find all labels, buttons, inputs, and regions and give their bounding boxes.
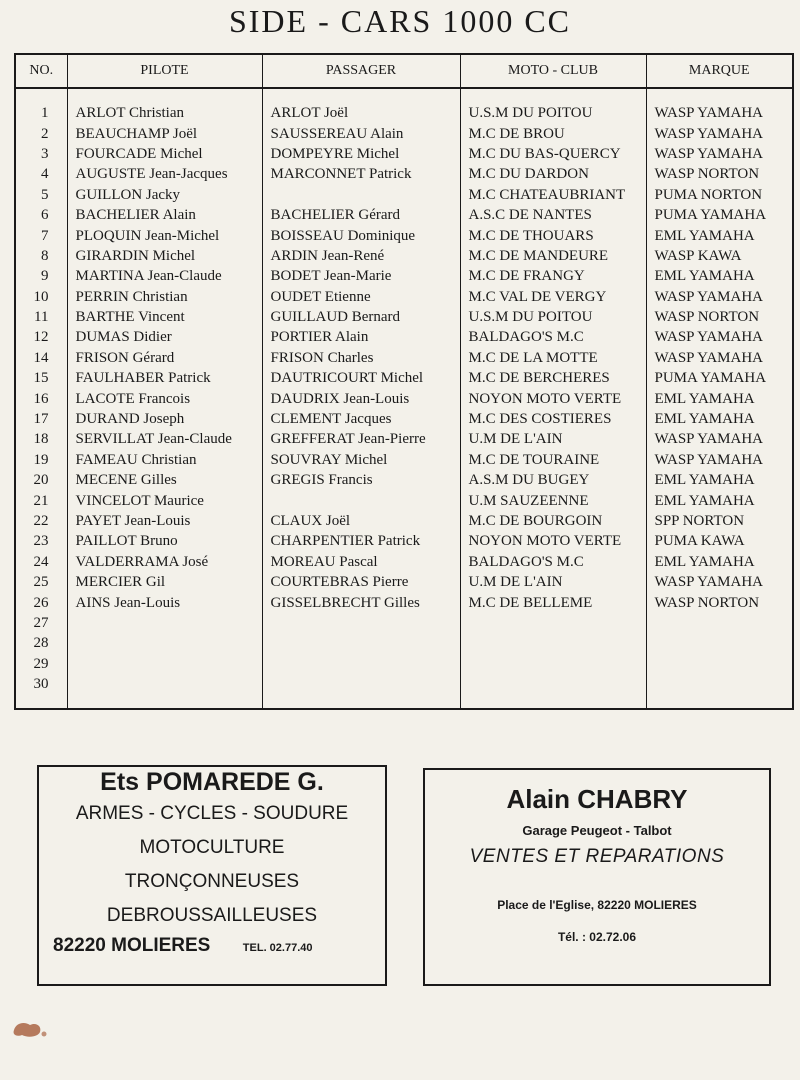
cell-moto-club: U.M DE L'AIN: [460, 572, 646, 592]
cell-marque: EML YAMAHA: [646, 388, 793, 408]
cell-passager: FRISON Charles: [262, 348, 460, 368]
cell-moto-club: [460, 674, 646, 694]
cell-marque: EML YAMAHA: [646, 470, 793, 490]
cell-pilote: MECENE Gilles: [67, 470, 262, 490]
cell-marque: SPP NORTON: [646, 511, 793, 531]
cell-pilote: VINCELOT Maurice: [67, 490, 262, 510]
cell-passager: GREGIS Francis: [262, 470, 460, 490]
cell-passager: [262, 633, 460, 653]
table-row: [15, 531, 793, 551]
cell-marque: PUMA YAMAHA: [646, 205, 793, 225]
page-title: SIDE - CARS 1000 CC: [228, 3, 572, 39]
cell-moto-club: M.C DU BAS-QUERCY: [460, 144, 646, 164]
cell-marque: [646, 654, 793, 674]
cell-pilote: FAMEAU Christian: [67, 450, 262, 470]
cell-pilote: PAILLOT Bruno: [67, 531, 262, 551]
cell-passager: SOUVRAY Michel: [262, 450, 460, 470]
cell-marque: WASP YAMAHA: [646, 103, 793, 123]
cell-no: 16: [15, 388, 67, 408]
cell-no: 30: [15, 674, 67, 694]
cell-moto-club: [460, 654, 646, 674]
cell-pilote: GIRARDIN Michel: [67, 246, 262, 266]
cell-moto-club: M.C DE BOURGOIN: [460, 511, 646, 531]
cell-no: 23: [15, 531, 67, 551]
cell-passager: BOISSEAU Dominique: [262, 225, 460, 245]
cell-marque: EML YAMAHA: [646, 225, 793, 245]
cell-moto-club: M.C DES COSTIERES: [460, 409, 646, 429]
cell-pilote: [67, 654, 262, 674]
table-row: [15, 368, 793, 388]
table-row: [15, 348, 793, 368]
cell-passager: DAUTRICOURT Michel: [262, 368, 460, 388]
table-row: [15, 205, 793, 225]
cell-passager: [262, 185, 460, 205]
cell-passager: CHARPENTIER Patrick: [262, 531, 460, 551]
cell-marque: EML YAMAHA: [646, 266, 793, 286]
cell-moto-club: BALDAGO'S M.C: [460, 327, 646, 347]
column-header-pilote: PILOTE: [67, 54, 262, 88]
table-row: [15, 633, 793, 653]
cell-passager: [262, 654, 460, 674]
cell-no: 28: [15, 633, 67, 653]
cell-pilote: LACOTE Francois: [67, 388, 262, 408]
cell-moto-club: [460, 633, 646, 653]
cell-passager: PORTIER Alain: [262, 327, 460, 347]
cell-moto-club: M.C DE TOURAINE: [460, 450, 646, 470]
table-row: [15, 225, 793, 245]
cell-no: 7: [15, 225, 67, 245]
cell-pilote: PERRIN Christian: [67, 287, 262, 307]
cell-pilote: BARTHE Vincent: [67, 307, 262, 327]
ad-chabry-name: Alain CHABRY: [506, 784, 688, 814]
cell-passager: CLEMENT Jacques: [262, 409, 460, 429]
cell-marque: EML YAMAHA: [646, 552, 793, 572]
cell-marque: EML YAMAHA: [646, 490, 793, 510]
ad-pomarede-city: 82220 MOLIERES: [53, 935, 211, 956]
ad-pomarede-tel: TEL. 02.77.40: [242, 942, 313, 954]
cell-passager: [262, 490, 460, 510]
ad-chabry-address: Place de l'Eglise, 82220 MOLIERES: [497, 898, 697, 912]
cell-no: 22: [15, 511, 67, 531]
cell-no: 29: [15, 654, 67, 674]
cell-moto-club: M.C DU DARDON: [460, 164, 646, 184]
table-row: [15, 164, 793, 184]
cell-passager: DAUDRIX Jean-Louis: [262, 388, 460, 408]
table-row: [15, 572, 793, 592]
cell-marque: WASP YAMAHA: [646, 144, 793, 164]
cell-moto-club: U.M SAUZEENNE: [460, 490, 646, 510]
cell-pilote: AINS Jean-Louis: [67, 592, 262, 612]
cell-passager: CLAUX Joël: [262, 511, 460, 531]
table-row: [15, 674, 793, 694]
cell-pilote: PAYET Jean-Louis: [67, 511, 262, 531]
cell-marque: WASP NORTON: [646, 164, 793, 184]
cell-moto-club: NOYON MOTO VERTE: [460, 531, 646, 551]
cell-moto-club: NOYON MOTO VERTE: [460, 388, 646, 408]
cell-passager: BACHELIER Gérard: [262, 205, 460, 225]
table-body: [15, 88, 793, 709]
cell-pilote: FRISON Gérard: [67, 348, 262, 368]
table-filler-row: [15, 694, 793, 709]
column-header-moto-club: MOTO - CLUB: [460, 54, 646, 88]
cell-marque: WASP YAMAHA: [646, 327, 793, 347]
cell-passager: GUILLAUD Bernard: [262, 307, 460, 327]
ad-pomarede-line: MOTOCULTURE: [139, 837, 285, 858]
cell-pilote: FOURCADE Michel: [67, 144, 262, 164]
table-row: [15, 592, 793, 612]
cell-moto-club: [460, 613, 646, 633]
cell-no: 10: [15, 287, 67, 307]
table-row: [15, 490, 793, 510]
cell-passager: GREFFERAT Jean-Pierre: [262, 429, 460, 449]
cell-passager: COURTEBRAS Pierre: [262, 572, 460, 592]
cell-pilote: DURAND Joseph: [67, 409, 262, 429]
entry-table: [14, 53, 794, 710]
table-row: [15, 266, 793, 286]
cell-marque: WASP YAMAHA: [646, 450, 793, 470]
cell-no: 12: [15, 327, 67, 347]
cell-passager: SAUSSEREAU Alain: [262, 123, 460, 143]
cell-no: 15: [15, 368, 67, 388]
cell-pilote: PLOQUIN Jean-Michel: [67, 225, 262, 245]
cell-moto-club: M.C DE BROU: [460, 123, 646, 143]
table-row: [15, 123, 793, 143]
cell-marque: WASP NORTON: [646, 307, 793, 327]
cell-marque: WASP YAMAHA: [646, 287, 793, 307]
cell-moto-club: BALDAGO'S M.C: [460, 552, 646, 572]
cell-passager: DOMPEYRE Michel: [262, 144, 460, 164]
cell-marque: [646, 674, 793, 694]
table-row: [15, 654, 793, 674]
cell-passager: MOREAU Pascal: [262, 552, 460, 572]
cell-pilote: BACHELIER Alain: [67, 205, 262, 225]
cell-marque: WASP YAMAHA: [646, 429, 793, 449]
table-row: [15, 409, 793, 429]
ad-chabry: [423, 768, 771, 986]
cell-moto-club: M.C CHATEAUBRIANT: [460, 185, 646, 205]
cell-no: 17: [15, 409, 67, 429]
cell-pilote: AUGUSTE Jean-Jacques: [67, 164, 262, 184]
cell-pilote: [67, 613, 262, 633]
cell-marque: WASP NORTON: [646, 592, 793, 612]
cell-passager: OUDET Etienne: [262, 287, 460, 307]
cell-no: 18: [15, 429, 67, 449]
cell-pilote: MARTINA Jean-Claude: [67, 266, 262, 286]
cell-no: 1: [15, 103, 67, 123]
cell-no: 2: [15, 123, 67, 143]
cell-pilote: VALDERRAMA José: [67, 552, 262, 572]
table-row: [15, 327, 793, 347]
cell-moto-club: M.C DE FRANGY: [460, 266, 646, 286]
cell-no: 4: [15, 164, 67, 184]
cell-pilote: MERCIER Gil: [67, 572, 262, 592]
cell-no: 5: [15, 185, 67, 205]
cell-no: 3: [15, 144, 67, 164]
cell-marque: WASP YAMAHA: [646, 348, 793, 368]
cell-no: 6: [15, 205, 67, 225]
cell-moto-club: M.C VAL DE VERGY: [460, 287, 646, 307]
cell-moto-club: U.S.M DU POITOU: [460, 103, 646, 123]
ad-pomarede-name: Ets POMAREDE G.: [100, 768, 324, 796]
ad-pomarede-footer: [39, 935, 385, 957]
table-row: [15, 246, 793, 266]
table-row: [15, 287, 793, 307]
cell-no: 14: [15, 348, 67, 368]
cell-no: 9: [15, 266, 67, 286]
ad-chabry-tel: Tél. : 02.72.06: [557, 930, 637, 944]
table-header-row: [15, 54, 793, 88]
table-row: [15, 470, 793, 490]
cell-moto-club: M.C DE LA MOTTE: [460, 348, 646, 368]
cell-moto-club: U.M DE L'AIN: [460, 429, 646, 449]
cell-pilote: FAULHABER Patrick: [67, 368, 262, 388]
table-row: [15, 103, 793, 123]
cell-marque: WASP YAMAHA: [646, 572, 793, 592]
ad-pomarede-line: ARMES - CYCLES - SOUDURE: [75, 803, 349, 824]
cell-moto-club: M.C DE BERCHERES: [460, 368, 646, 388]
cell-pilote: SERVILLAT Jean-Claude: [67, 429, 262, 449]
cell-no: 20: [15, 470, 67, 490]
ad-chabry-subtitle: Garage Peugeot - Talbot: [522, 823, 672, 838]
cell-passager: ARDIN Jean-René: [262, 246, 460, 266]
table-row: [15, 429, 793, 449]
cell-marque: WASP YAMAHA: [646, 123, 793, 143]
table-spacer-row: [15, 88, 793, 103]
cell-passager: GISSELBRECHT Gilles: [262, 592, 460, 612]
cell-passager: ARLOT Joël: [262, 103, 460, 123]
cell-pilote: DUMAS Didier: [67, 327, 262, 347]
cell-no: 26: [15, 592, 67, 612]
cell-marque: PUMA KAWA: [646, 531, 793, 551]
cell-pilote: [67, 674, 262, 694]
cell-pilote: ARLOT Christian: [67, 103, 262, 123]
cell-passager: [262, 613, 460, 633]
cell-moto-club: A.S.M DU BUGEY: [460, 470, 646, 490]
table-row: [15, 307, 793, 327]
cell-no: 11: [15, 307, 67, 327]
cell-marque: PUMA NORTON: [646, 185, 793, 205]
cell-moto-club: M.C DE BELLEME: [460, 592, 646, 612]
cell-moto-club: M.C DE MANDEURE: [460, 246, 646, 266]
table-row: [15, 185, 793, 205]
cell-pilote: [67, 633, 262, 653]
cell-passager: MARCONNET Patrick: [262, 164, 460, 184]
cell-pilote: BEAUCHAMP Joël: [67, 123, 262, 143]
table-row: [15, 388, 793, 408]
cell-pilote: GUILLON Jacky: [67, 185, 262, 205]
cell-marque: [646, 613, 793, 633]
column-header-marque: MARQUE: [646, 54, 793, 88]
cell-marque: WASP KAWA: [646, 246, 793, 266]
cell-no: 24: [15, 552, 67, 572]
cell-moto-club: U.S.M DU POITOU: [460, 307, 646, 327]
cell-no: 27: [15, 613, 67, 633]
cell-marque: PUMA YAMAHA: [646, 368, 793, 388]
ad-chabry-slogan: VENTES ET REPARATIONS: [469, 846, 725, 867]
cell-passager: BODET Jean-Marie: [262, 266, 460, 286]
ad-pomarede-line: TRONÇONNEUSES: [124, 871, 300, 892]
table-row: [15, 450, 793, 470]
cell-no: 8: [15, 246, 67, 266]
column-header-passager: PASSAGER: [262, 54, 460, 88]
table-row: [15, 552, 793, 572]
cell-no: 21: [15, 490, 67, 510]
cell-no: 19: [15, 450, 67, 470]
cell-no: 25: [15, 572, 67, 592]
cell-passager: [262, 674, 460, 694]
cell-marque: EML YAMAHA: [646, 409, 793, 429]
ad-pomarede-line: DEBROUSSAILLEUSES: [106, 905, 318, 926]
table-row: [15, 511, 793, 531]
column-header-no: NO.: [15, 54, 67, 88]
cell-marque: [646, 633, 793, 653]
cell-moto-club: M.C DE THOUARS: [460, 225, 646, 245]
table-row: [15, 613, 793, 633]
ad-pomarede: [37, 765, 387, 986]
table-row: [15, 144, 793, 164]
cell-moto-club: A.S.C DE NANTES: [460, 205, 646, 225]
paper-stain-mark: [10, 1018, 50, 1040]
